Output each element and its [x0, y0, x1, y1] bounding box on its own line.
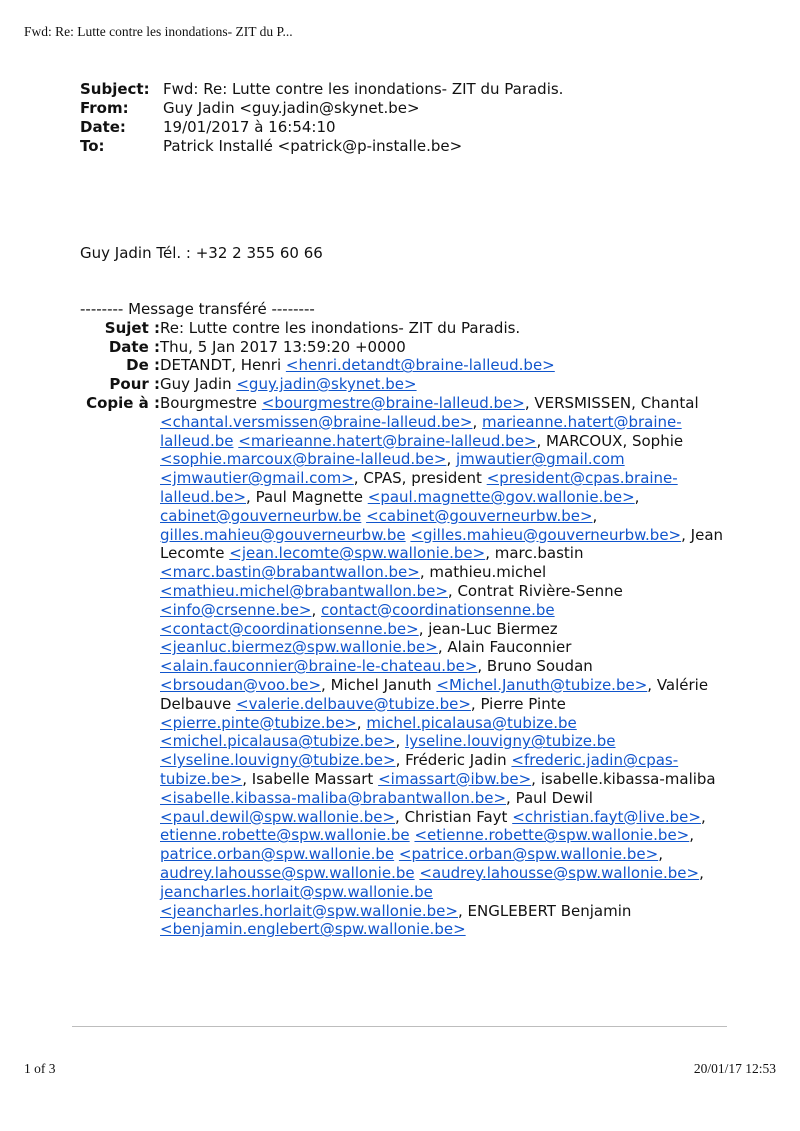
page-number: 1 of 3 — [24, 1061, 56, 1076]
cc-recipient-text: , VERSMISSEN, Chantal — [524, 393, 699, 412]
cc-recipient-text: , Alain Fauconnier — [437, 638, 572, 657]
cc-recipient-text: , — [446, 450, 456, 469]
cc-email-link[interactable]: <mathieu.michel@brabantwallon.be> — [160, 581, 448, 600]
cc-recipient-text: , Paul Magnette — [246, 487, 368, 506]
cc-recipient-text: Bourgmestre — [160, 393, 262, 412]
cc-email-link[interactable]: <alain.fauconnier@braine-le-chateau.be> — [160, 657, 478, 676]
print-datetime: 20/01/17 12:53 — [693, 1061, 776, 1076]
cc-email-link[interactable]: <paul.dewil@spw.wallonie.be> — [160, 807, 396, 826]
fwd-from-label: De : — [126, 356, 160, 375]
cc-recipient-text: , mathieu.michel — [419, 563, 547, 582]
cc-recipient-text: , Pierre Pinte — [470, 694, 566, 713]
cc-recipient-text: , Contrat Rivière-Senne — [447, 581, 623, 600]
fwd-to-label: Pour : — [109, 375, 160, 394]
fwd-to-row — [80, 375, 730, 394]
cc-recipient-text: , Valérie Delbauve — [160, 675, 709, 713]
cc-email-link[interactable]: <michel.picalausa@tubize.be> — [160, 732, 396, 751]
date-value: 19/01/2017 à 16:54:10 — [163, 118, 336, 136]
cc-recipient-text: , CPAS, president — [353, 469, 487, 488]
from-row — [80, 99, 563, 118]
fwd-date-label: Date : — [108, 337, 160, 356]
cc-email-link[interactable]: jeancharles.horlait@spw.wallonie.be — [160, 882, 433, 901]
fwd-to-name: Guy Jadin — [160, 375, 237, 394]
cc-email-link[interactable]: <bourgmestre@braine-lalleud.be> — [261, 393, 525, 412]
cc-email-link[interactable]: <benjamin.englebert@spw.wallonie.be> — [160, 920, 466, 939]
cc-email-link[interactable]: <brsoudan@voo.be> — [160, 675, 322, 694]
cc-email-link[interactable]: <info@crsenne.be> — [160, 600, 312, 619]
cc-email-link[interactable]: etienne.robette@spw.wallonie.be — [160, 826, 410, 845]
cc-email-link[interactable]: jmwautier@gmail.com — [455, 450, 625, 469]
cc-email-link[interactable]: <marieanne.hatert@braine-lalleud.be> — [238, 431, 537, 450]
cc-email-link[interactable]: <paul.magnette@gov.wallonie.be> — [367, 487, 635, 506]
forward-divider-title: -------- Message transféré -------- — [80, 300, 315, 318]
fwd-from-value — [160, 356, 730, 375]
forwarded-message-block — [80, 300, 730, 939]
cc-recipient-text: , — [658, 845, 663, 864]
fwd-subject-label: Sujet : — [104, 318, 160, 337]
date-row — [80, 118, 563, 137]
subject-value: Fwd: Re: Lutte contre les inondations- ZIT du Paradis. — [163, 80, 564, 98]
cc-recipient-text: , Bruno Soudan — [477, 657, 593, 676]
cc-recipient-text: , — [689, 826, 695, 845]
fwd-from-email-link[interactable]: <henri.detandt@braine-lalleud.be> — [285, 356, 555, 375]
cc-email-link[interactable]: <jean.lecomte@spw.wallonie.be> — [229, 544, 486, 563]
email-header-block — [80, 80, 563, 156]
cc-email-link[interactable]: <contact@coordinationsenne.be> — [160, 619, 419, 638]
cc-email-link[interactable]: <frederic.jadin@cpas-tubize.be> — [160, 751, 679, 788]
cc-recipient-text: , ENGLEBERT Benjamin — [457, 901, 632, 920]
to-label: To: — [80, 137, 105, 155]
cc-email-link[interactable]: <valerie.delbauve@tubize.be> — [236, 694, 471, 713]
subject-label: Subject: — [80, 80, 150, 98]
cc-recipient-text: , Jean Lecomte — [160, 525, 724, 563]
cc-email-link[interactable]: <jeancharles.horlait@spw.wallonie.be> — [160, 901, 458, 920]
cc-email-link[interactable]: <marc.bastin@brabantwallon.be> — [160, 563, 420, 582]
fwd-date-row — [80, 338, 730, 357]
cc-email-link[interactable]: <Michel.Januth@tubize.be> — [436, 675, 648, 694]
subject-row — [80, 80, 563, 99]
cc-email-link[interactable]: marieanne.hatert@braine-lalleud.be — [160, 412, 682, 450]
fwd-cc-list — [160, 394, 730, 939]
cc-email-link[interactable]: lyseline.louvigny@tubize.be — [405, 732, 616, 751]
cc-email-link[interactable]: <audrey.lahousse@spw.wallonie.be> — [419, 863, 700, 882]
date-label: Date: — [80, 118, 126, 136]
fwd-from-name: DETANDT, Henri — [160, 356, 286, 375]
cc-recipient-text: , Fréderic Jadin — [395, 751, 512, 770]
signature: Guy Jadin Tél. : +32 2 355 60 66 — [80, 244, 323, 262]
cc-email-link[interactable]: cabinet@gouverneurbw.be — [160, 506, 362, 525]
cc-recipient-text: , — [634, 487, 640, 506]
cc-recipient-text: , marc.bastin — [485, 544, 584, 563]
fwd-cc-row — [80, 394, 730, 939]
to-value: Patrick Installé <patrick@p-installe.be> — [163, 137, 463, 155]
cc-email-link[interactable]: contact@coordinationsenne.be — [321, 600, 555, 619]
cc-email-link[interactable]: <imassart@ibw.be> — [378, 769, 532, 788]
cc-recipient-text: , isabelle.kibassa-maliba — [531, 769, 716, 788]
cc-recipient-text: , — [700, 807, 706, 826]
cc-recipient-text: , — [395, 732, 406, 751]
cc-email-link[interactable]: <patrice.orban@spw.wallonie.be> — [398, 845, 659, 864]
fwd-date-value: Thu, 5 Jan 2017 13:59:20 +0000 — [160, 337, 406, 356]
to-row — [80, 137, 563, 156]
from-label: From: — [80, 99, 129, 117]
fwd-subject-value: Re: Lutte contre les inondations- ZIT du Paradis. — [160, 318, 521, 337]
fwd-to-value — [160, 375, 730, 394]
cc-email-link[interactable]: <chantal.versmissen@braine-lalleud.be> — [160, 412, 473, 431]
cc-recipient-text: , Paul Dewil — [506, 788, 593, 807]
from-value: Guy Jadin <guy.jadin@skynet.be> — [163, 99, 420, 117]
cc-recipient-text: , — [592, 506, 598, 525]
running-header: Fwd: Re: Lutte contre les inondations- ZIT du P... — [24, 24, 293, 39]
cc-email-link[interactable]: audrey.lahousse@spw.wallonie.be — [160, 863, 415, 882]
cc-recipient-text: , — [311, 600, 322, 619]
cc-email-link[interactable]: <president@cpas.braine-lalleud.be> — [160, 469, 678, 506]
cc-email-link[interactable]: patrice.orban@spw.wallonie.be — [160, 845, 395, 864]
cc-email-link[interactable]: <christian.fayt@live.be> — [512, 807, 701, 826]
cc-recipient-text: , Isabelle Massart — [242, 769, 379, 788]
cc-email-link[interactable]: michel.picalausa@tubize.be — [366, 713, 577, 732]
cc-recipient-text: , — [356, 713, 367, 732]
cc-recipient-text: , Christian Fayt — [395, 807, 513, 826]
footer-divider — [72, 1026, 727, 1027]
cc-recipient-text: , — [699, 863, 704, 882]
cc-email-link[interactable]: <pierre.pinte@tubize.be> — [160, 713, 357, 732]
cc-recipient-text: , — [472, 412, 483, 431]
cc-recipient-text: , Michel Januth — [321, 675, 437, 694]
cc-email-link[interactable]: <jeanluc.biermez@spw.wallonie.be> — [160, 638, 438, 657]
cc-email-link[interactable]: <lyseline.louvigny@tubize.be> — [160, 751, 396, 770]
fwd-cc-label: Copie à : — [86, 393, 160, 412]
cc-email-link[interactable]: <sophie.marcoux@braine-lalleud.be> — [160, 450, 447, 469]
cc-email-link[interactable]: gilles.mahieu@gouverneurbw.be — [160, 525, 406, 544]
cc-email-link[interactable]: <cabinet@gouverneurbw.be> — [366, 506, 593, 525]
cc-email-link[interactable]: <isabelle.kibassa-maliba@brabantwallon.be> — [160, 788, 507, 807]
cc-recipient-text: , MARCOUX, Sophie — [536, 431, 684, 450]
fwd-from-row — [80, 356, 730, 375]
cc-email-link[interactable]: <gilles.mahieu@gouverneurbw.be> — [410, 525, 682, 544]
cc-recipient-text: , jean-Luc Biermez — [418, 619, 558, 638]
cc-email-link[interactable]: <etienne.robette@spw.wallonie.be> — [414, 826, 690, 845]
fwd-subject-row — [80, 319, 730, 338]
fwd-to-email-link[interactable]: <guy.jadin@skynet.be> — [236, 375, 417, 394]
cc-email-link[interactable]: <jmwautier@gmail.com> — [160, 469, 354, 488]
